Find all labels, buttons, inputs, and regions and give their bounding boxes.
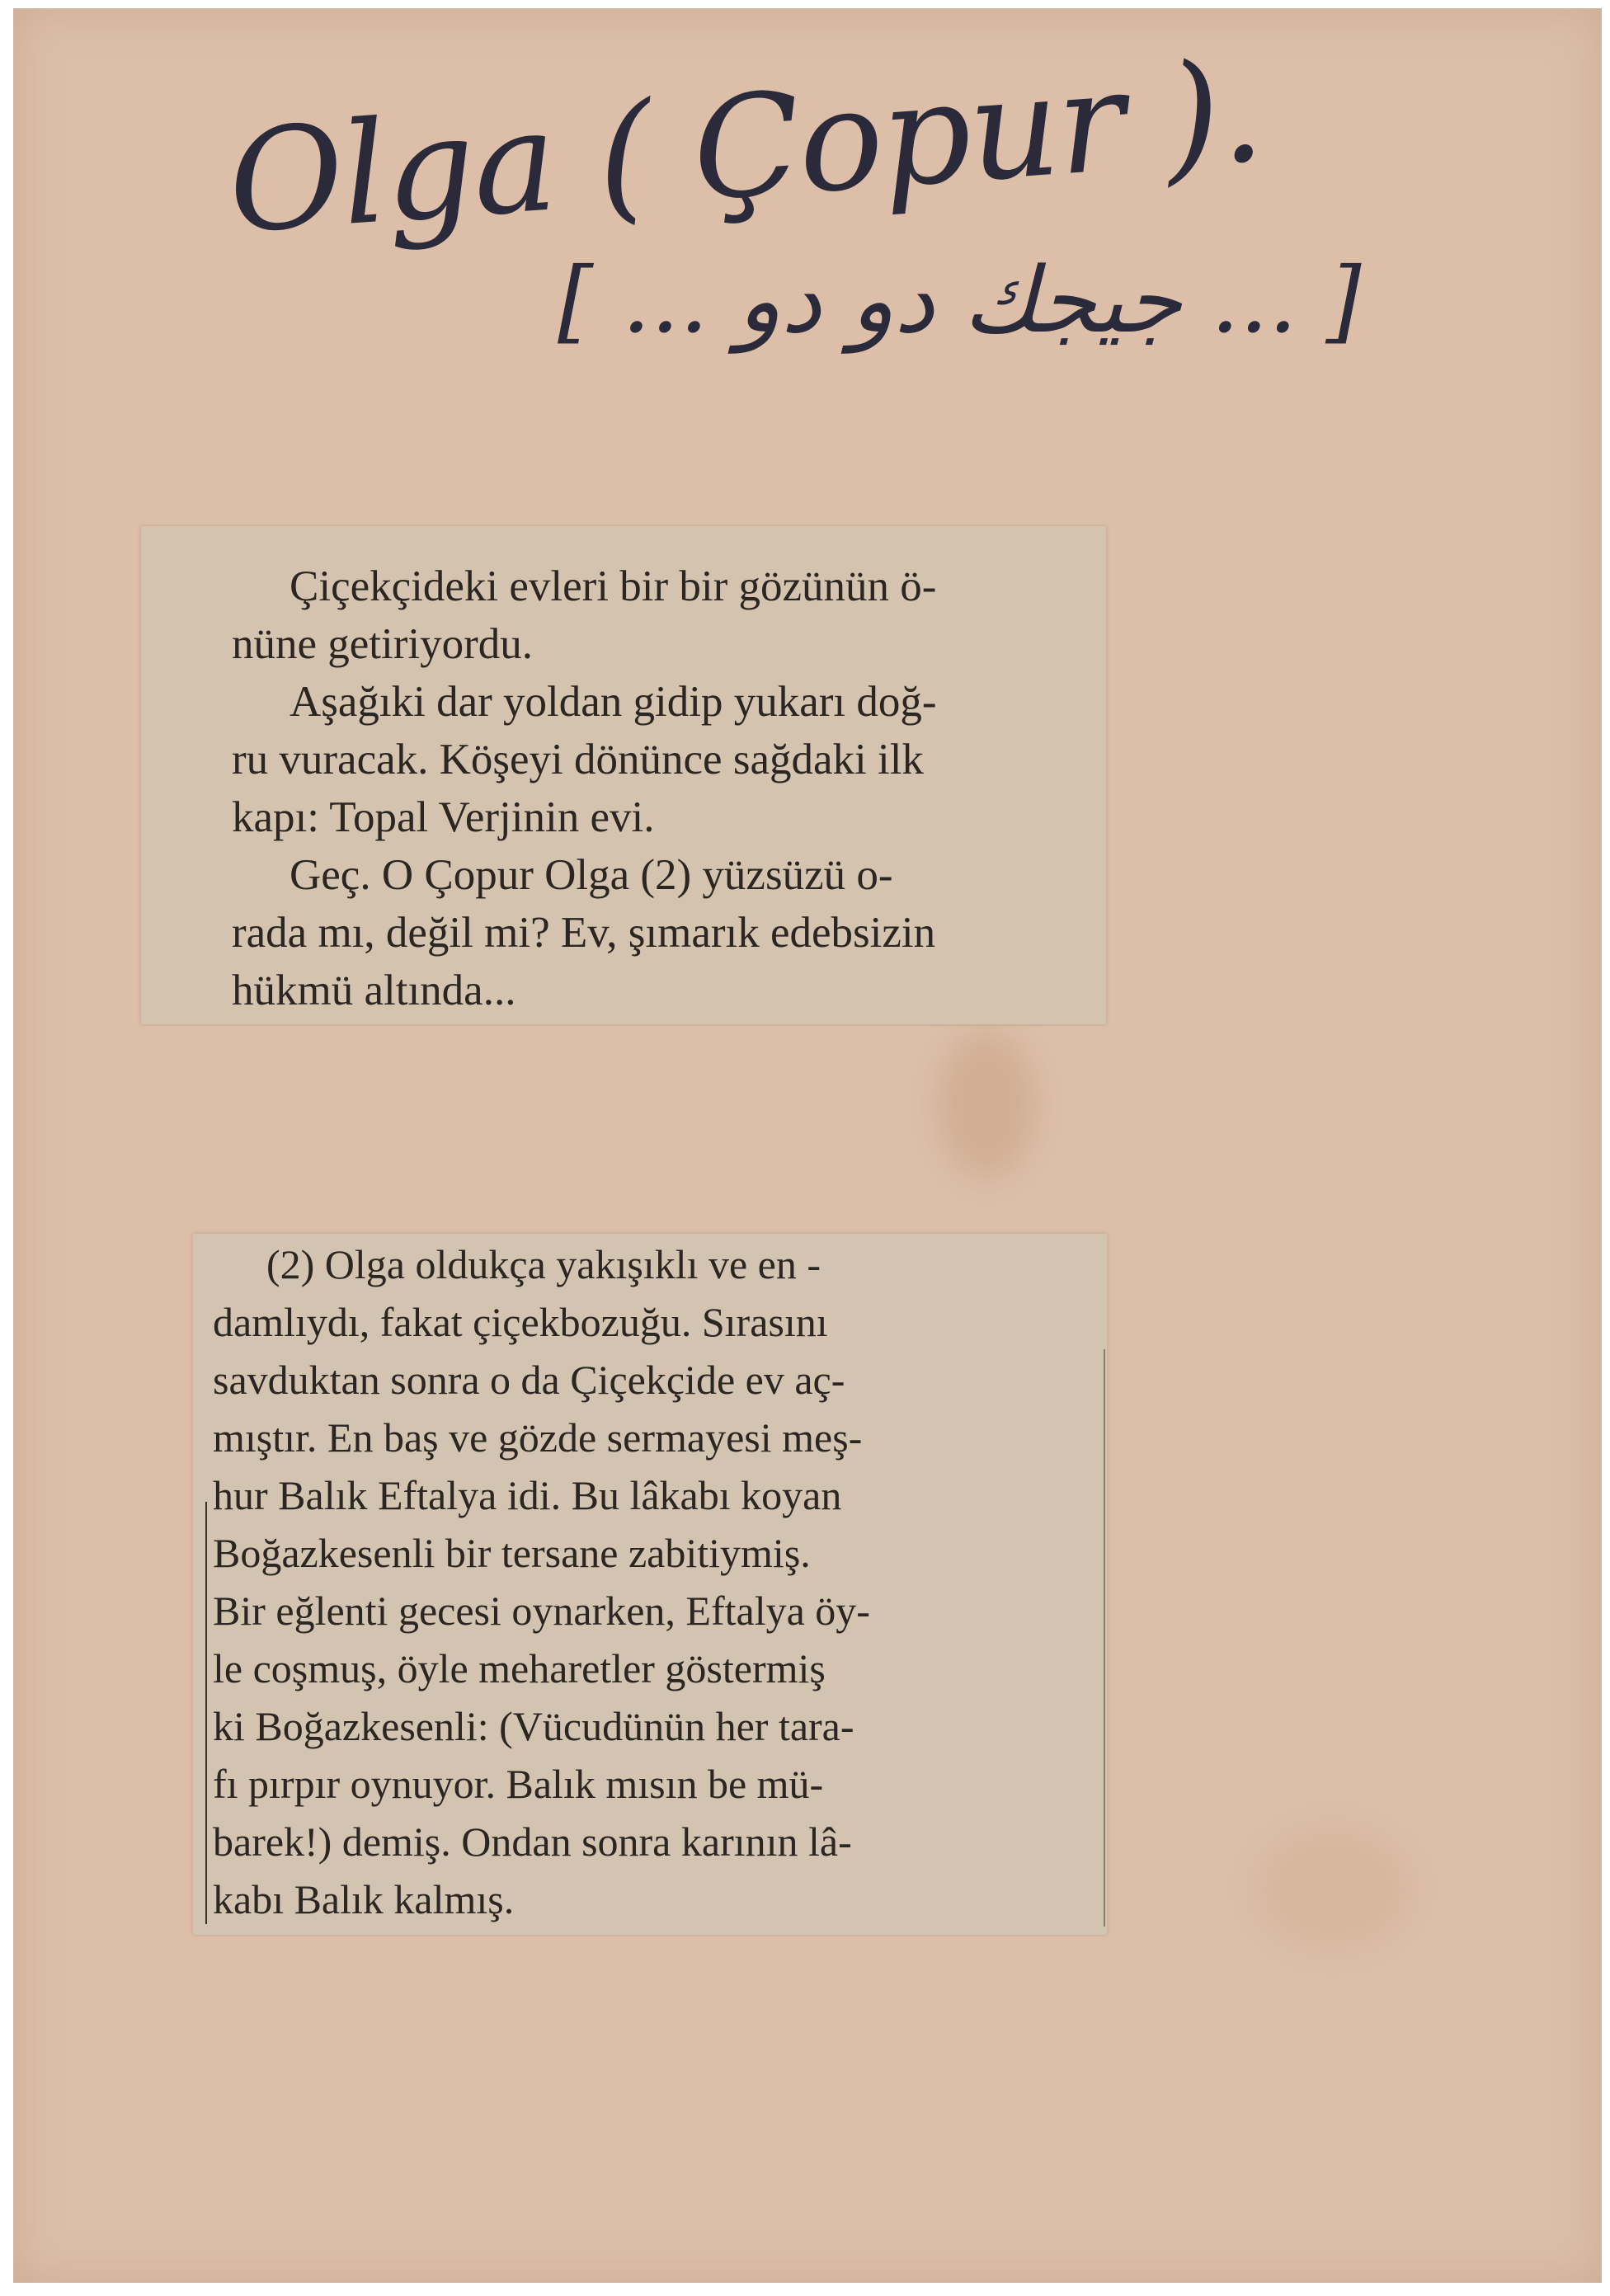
clipping-line: ru vuracak. Köşeyi dönünce sağdaki ilk [232, 736, 924, 783]
clipping-line: Aşağıki dar yoldan gidip yukarı doğ- [290, 678, 937, 726]
clipping-line: nüne getiriyordu. [232, 620, 534, 668]
clipping-line: rada mı, değil mi? Ev, şımarık edebsizin [232, 909, 936, 957]
footnote-line: barek!) demiş. Ondan sonra karının lâ- [213, 1818, 852, 1865]
footnote-line: damlıydı, fakat çiçekbozuğu. Sırasını [213, 1299, 828, 1345]
paper-sheet [13, 8, 1602, 2283]
newspaper-clipping-main-text [141, 526, 1106, 1024]
footnote-line: mıştır. En baş ve gözde sermayesi meş- [213, 1414, 863, 1461]
footnote-line: hur Balık Eftalya idi. Bu lâkabı koyan [213, 1472, 842, 1518]
footnote-line: Bir eğlenti gecesi oynarken, Eftalya öy- [213, 1588, 870, 1634]
footnote-line: ki Boğazkesenli: (Vücudünün her tara- [213, 1703, 854, 1749]
handwritten-title: Olga ( Çopur ). [223, 30, 1268, 266]
clipping-line: Çiçekçideki evleri bir bir gözünün ö- [290, 562, 937, 610]
clipping-text-block [232, 558, 937, 1019]
handwritten-arabic-note: [ ... جيجك دو دو ... ] [558, 247, 1362, 353]
footnote-line: le coşmuş, öyle meharetler göstermiş [213, 1645, 826, 1691]
paper-stain [937, 1031, 1036, 1179]
footnote-line: kabı Balık kalmış. [213, 1876, 515, 1922]
footnote-line: Boğazkesenli bir tersane zabitiymiş. [213, 1530, 811, 1576]
clipping-line: kapı: Topal Verjinin evi. [232, 793, 655, 841]
footnote-text-block [213, 1235, 870, 1928]
paper-stain [1250, 1823, 1415, 1955]
footnote-line: savduktan sonra o da Çiçekçide ev aç- [213, 1357, 845, 1403]
column-rule [1104, 1349, 1105, 1927]
newspaper-clipping-footnote [193, 1234, 1107, 1935]
clipping-line: hükmü altında... [232, 967, 516, 1014]
footnote-line: fı pırpır oynuyor. Balık mısın be mü- [213, 1761, 824, 1807]
footnote-line: (2) Olga oldukça yakışıklı ve en - [266, 1241, 821, 1287]
clipping-line: Geç. O Çopur Olga (2) yüzsüzü o- [290, 851, 893, 899]
handwritten-annotation [211, 30, 1366, 421]
column-rule [205, 1502, 207, 1924]
